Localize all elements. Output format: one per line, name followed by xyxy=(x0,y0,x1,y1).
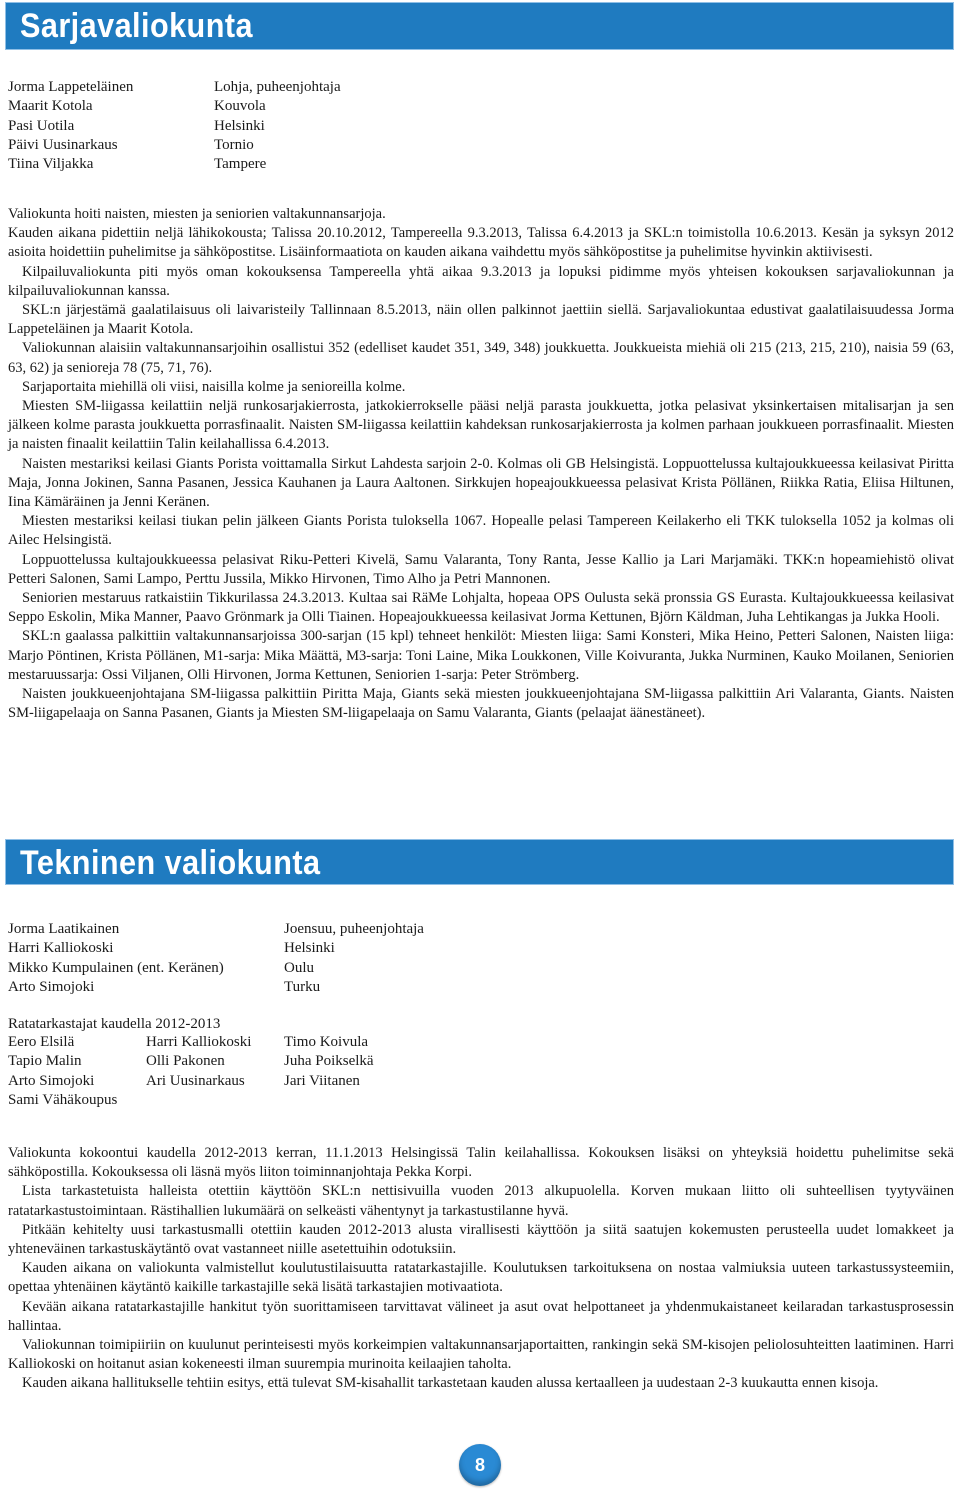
inspector-name: Eero Elsilä xyxy=(8,1034,75,1050)
paragraph: Valiokunta hoiti naisten, miesten ja seniorien valtakunnansarjoja. xyxy=(8,206,386,222)
inspectors-row xyxy=(8,1091,374,1110)
member-place: Tampere xyxy=(214,156,267,173)
paragraph: Miesten mestariksi keilasi tiukan pelin jälkeen Giants Porista tuloksella 1067. Hopealle pelasi Tampereen Keilakerho eli TKK tuloksella 1052 ja kolmas oli Ailec Helsingistä. xyxy=(8,513,954,549)
paragraph: Kauden aikana on valiokunta valmistellut koulutustilaisuutta ratatarkastajille. Koulutuksen tarkoituksena on nostaa valmiuksia uuteen tarkastussysteemiin, opettaa yhtenäinen käytäntö kaikille tarkastajille sekä lisätä tarkastajien motivaatiota. xyxy=(8,1260,954,1296)
inspector-name: Timo Koivula xyxy=(284,1034,369,1050)
member-place: Joensuu, puheenjohtaja xyxy=(284,921,424,937)
member-name: Jorma Laatikainen xyxy=(8,921,120,937)
paragraph: SKL:n gaalassa palkittiin valtakunnansarjoissa 300-sarjan (15 kpl) tehneet henkilöt: Miesten liiga: Sami Konsteri, Mika Heino, Petteri Salonen, Naisten liiga: Marjo Pöntinen, Krista Pöllänen, M1-sarja: Mika Määttä, M3-sarja: Toni Laine, Mika Loukkonen, Ville Koivuranta, Jukka Nurminen, Kauko Moilanen, Seniorien mestaruussarja: Ossi Viljanen, Olli Hirvonen, Jorma Kettunen, Seniorien 1-sarja: Peter Strömberg. xyxy=(8,628,954,683)
member-place: Turku xyxy=(284,978,321,995)
paragraph: Seniorien mestaruus ratkaistiin Tikkurilassa 24.3.2013. Kultaa sai RäMe Lohjalta, hopeaa OPS Oulusta sekä pronssia GS Eurasta. Kultajoukkueessa keilasivat Seppo Eskolin, Mika Manner, Paavo Grönmark ja Olli Tiainen. Hopeajoukkueessa keilasivat Jorma Kettunen, Björn Käldman, Juha Lehtikangas ja Jukka Hooli. xyxy=(8,590,954,626)
member-name: Mikko Kumpulainen (ent. Keränen) xyxy=(8,959,224,976)
inspectors-heading-text: Ratatarkastajat kaudella 2012-2013 xyxy=(8,1016,221,1032)
member-places xyxy=(214,78,341,174)
paragraph: Pitkään kehitelty uusi tarkastusmalli otettiin kauden 2012-2013 alusta virallisesti käyttöön ja siitä saatujen kokemusten perusteella uudet lomakkeet ja yhteneväinen tarkastuskäytäntö ovat vastanneet niille asetettuihin odotuksiin. xyxy=(8,1221,954,1258)
member-name: Pasi Uotila xyxy=(8,117,75,134)
inspector-name: Sami Vähäkoupus xyxy=(8,1091,118,1108)
member-place: Kouvola xyxy=(214,98,266,115)
page-number-badge: 8 xyxy=(459,1444,501,1486)
inspector-name: Harri Kalliokoski xyxy=(146,1034,252,1050)
member-name: Maarit Kotola xyxy=(8,98,93,115)
section-body xyxy=(8,1144,954,1394)
inspectors-row xyxy=(8,1033,374,1052)
member-place: Oulu xyxy=(284,959,314,976)
paragraph: Valiokunnan toimipiiriin on kuulunut perinteisesti myös korkeimpien valtakunnansarjaportaitten, rankingin sekä SM-kisojen peliolosuhteitten laatiminen. Harri Kalliokoski on hoitanut asian kokeneesti ilman suurempia murinoita keilaajien taholta. xyxy=(8,1337,954,1373)
inspectors-row xyxy=(8,1072,374,1091)
section-title: Tekninen valiokunta xyxy=(20,844,321,882)
member-place: Tornio xyxy=(214,136,254,153)
member-name: Jorma Lappeteläinen xyxy=(8,79,134,95)
paragraph: Loppuottelussa kultajoukkueessa pelasivat Riku-Petteri Kivelä, Samu Valaranta, Tony Ranta, Jesse Kallio ja Lari Marjamäki. TKK:n hopeamiehistö olivat Petteri Salonen, Sami Lampo, Perttu Jussila, Mikko Hirvonen, Timo Alho ja Petri Mannonen. xyxy=(8,551,954,587)
section-banner-sarjavaliokunta xyxy=(5,2,954,50)
inspectors-grid xyxy=(8,1033,374,1110)
member-places xyxy=(284,920,424,997)
section-banner-tekninen-valiokunta xyxy=(5,839,954,885)
inspector-name: Ari Uusinarkaus xyxy=(146,1072,245,1089)
paragraph: Kevään aikana ratatarkastajille hankitut työn suorittamiseen tarvittavat välineet ja asut ovat helpottaneet ja yhdenmukaistaneet keilaradan tarkastusprosessin hallintaa. xyxy=(8,1298,954,1334)
inspector-name: Tapio Malin xyxy=(8,1053,82,1070)
member-name: Päivi Uusinarkaus xyxy=(8,136,118,153)
member-name: Arto Simojoki xyxy=(8,978,95,995)
paragraph: Kauden aikana hallitukselle tehtiin esitys, että tulevat SM-kisahallit tarkastetaan kauden alussa kertaalleen ja uudestaan 2-3 kuukautta ennen kisoja. xyxy=(22,1375,879,1392)
paragraph: Lista tarkastetuista halleista otettiin käyttöön SKL:n nettisivuilla vuoden 2013 alkupuolella. Korven mukaan liitto oli suhteellisen tyytyväinen ratatarkastustoimintaan. Rästihallien lukumäärä on selkeästi vähentynyt ja tarkastustilanne hyvä. xyxy=(8,1183,954,1219)
member-name: Harri Kalliokoski xyxy=(8,940,114,957)
member-names xyxy=(8,78,133,174)
paragraph: Kauden aikana pidettiin neljä lähikokousta; Talissa 20.10.2012, Tampereella 9.3.2013, Talissa 6.4.2013 ja SKL:n toimistolla 10.6.2013. Kesän ja syksyn 2012 asioita hoidettiin puhelimitse ja sähköpostitse. Lisäinformaatiota on kauden aikana vaihdettu myös sähköpostitse ja puhelimitse hyvinkin aktiivisesti. xyxy=(8,225,954,261)
member-place: Lohja, puheenjohtaja xyxy=(214,79,341,95)
section-body xyxy=(8,205,954,723)
paragraph: Valiokunta kokoontui kaudella 2012-2013 kerran, 11.1.2013 Helsingissä Talin keilahallissa. Kokouksen lisäksi on yhteyksiä hoidettu puhelimitse sekä sähköpostilla. Kokouksessa oli läsnä myös liiton toiminnanjohtaja Pekka Korpi. xyxy=(8,1145,954,1181)
inspector-name: Jari Viitanen xyxy=(284,1072,360,1089)
paragraph: Miesten SM-liigassa keilattiin neljä runkosarjakierrosta, jatkokierrokselle pääsi neljä parasta joukkuetta, jotka pelasivat yksinkertaisen mitalisarjan ja sen jälkeen kolme parasta joukkuetta porrasfinaalit. Naisten SM-liigassa keilattiin kahdeksan runkosarjakierrosta ja kolmen parhaan joukkueen porrasfinaalit. Miesten ja naisten finaalit keilattiin Talin keilahallissa 6.4.2013. xyxy=(8,398,954,453)
member-place: Helsinki xyxy=(284,940,335,957)
inspector-name: Olli Pakonen xyxy=(146,1053,225,1070)
inspector-name: Arto Simojoki xyxy=(8,1072,95,1089)
member-place: Helsinki xyxy=(214,117,265,134)
inspectors-row xyxy=(8,1052,374,1071)
inspector-name: Juha Poikselkä xyxy=(284,1053,374,1070)
inspectors-heading xyxy=(8,1015,220,1034)
paragraph: Naisten joukkueenjohtajana SM-liigassa palkittiin Piritta Maja, Giants sekä miesten joukkueenjohtajana SM-liigassa palkittiin Ari Valaranta, Giants. Naisten SM-liigapelaaja on Sanna Pasanen, Giants ja Miesten SM-liigapelaaja on Samu Valaranta, Giants (pelaajat äänestäneet). xyxy=(8,686,954,722)
paragraph: SKL:n järjestämä gaalatilaisuus oli laivaristeily Tallinnaan 8.5.2013, näin ollen palkinnot jaettiin siellä. Sarjavaliokuntaa edustivat gaalatilaisuudessa Jorma Lappeteläinen ja Maarit Kotola. xyxy=(8,302,954,338)
section-title: Sarjavaliokunta xyxy=(20,7,253,45)
paragraph: Naisten mestariksi keilasi Giants Porista voittamalla Sirkut Lahdesta sarjoin 2-0. Kolmas oli GB Helsingistä. Loppuottelussa kultajoukkueessa keilasivat Piritta Maja, Jonna Jokinen, Sanna Pasanen, Jessica Kauhanen ja Laura Aaltonen. Sirkkujen hopeajoukkueessa pelasivat Krista Pöllänen, Riikka Ratia, Eliisa Hiltunen, Iina Kämäräinen ja Jenni Keränen. xyxy=(8,455,954,511)
paragraph: Sarjaportaita miehillä oli viisi, naisilla kolme ja senioreilla kolme. xyxy=(22,378,406,395)
member-names xyxy=(8,920,224,997)
paragraph: Valiokunnan alaisiin valtakunnansarjoihin osallistui 352 (edelliset kaudet 351, 349, 348) joukkuetta. Joukkueista miehiä oli 215 (213, 215, 210), naisia 59 (63, 63, 62) ja senioreja 78 (75, 71, 76). xyxy=(8,340,954,376)
member-name: Tiina Viljakka xyxy=(8,156,94,173)
paragraph: Kilpailuvaliokunta piti myös oman kokouksensa Tampereella yhtä aikaa 9.3.2013 ja lopuksi pidimme myös yhteisen kokouksen sarjavaliokunnan ja kilpailuvaliokunnan kanssa. xyxy=(8,263,954,299)
